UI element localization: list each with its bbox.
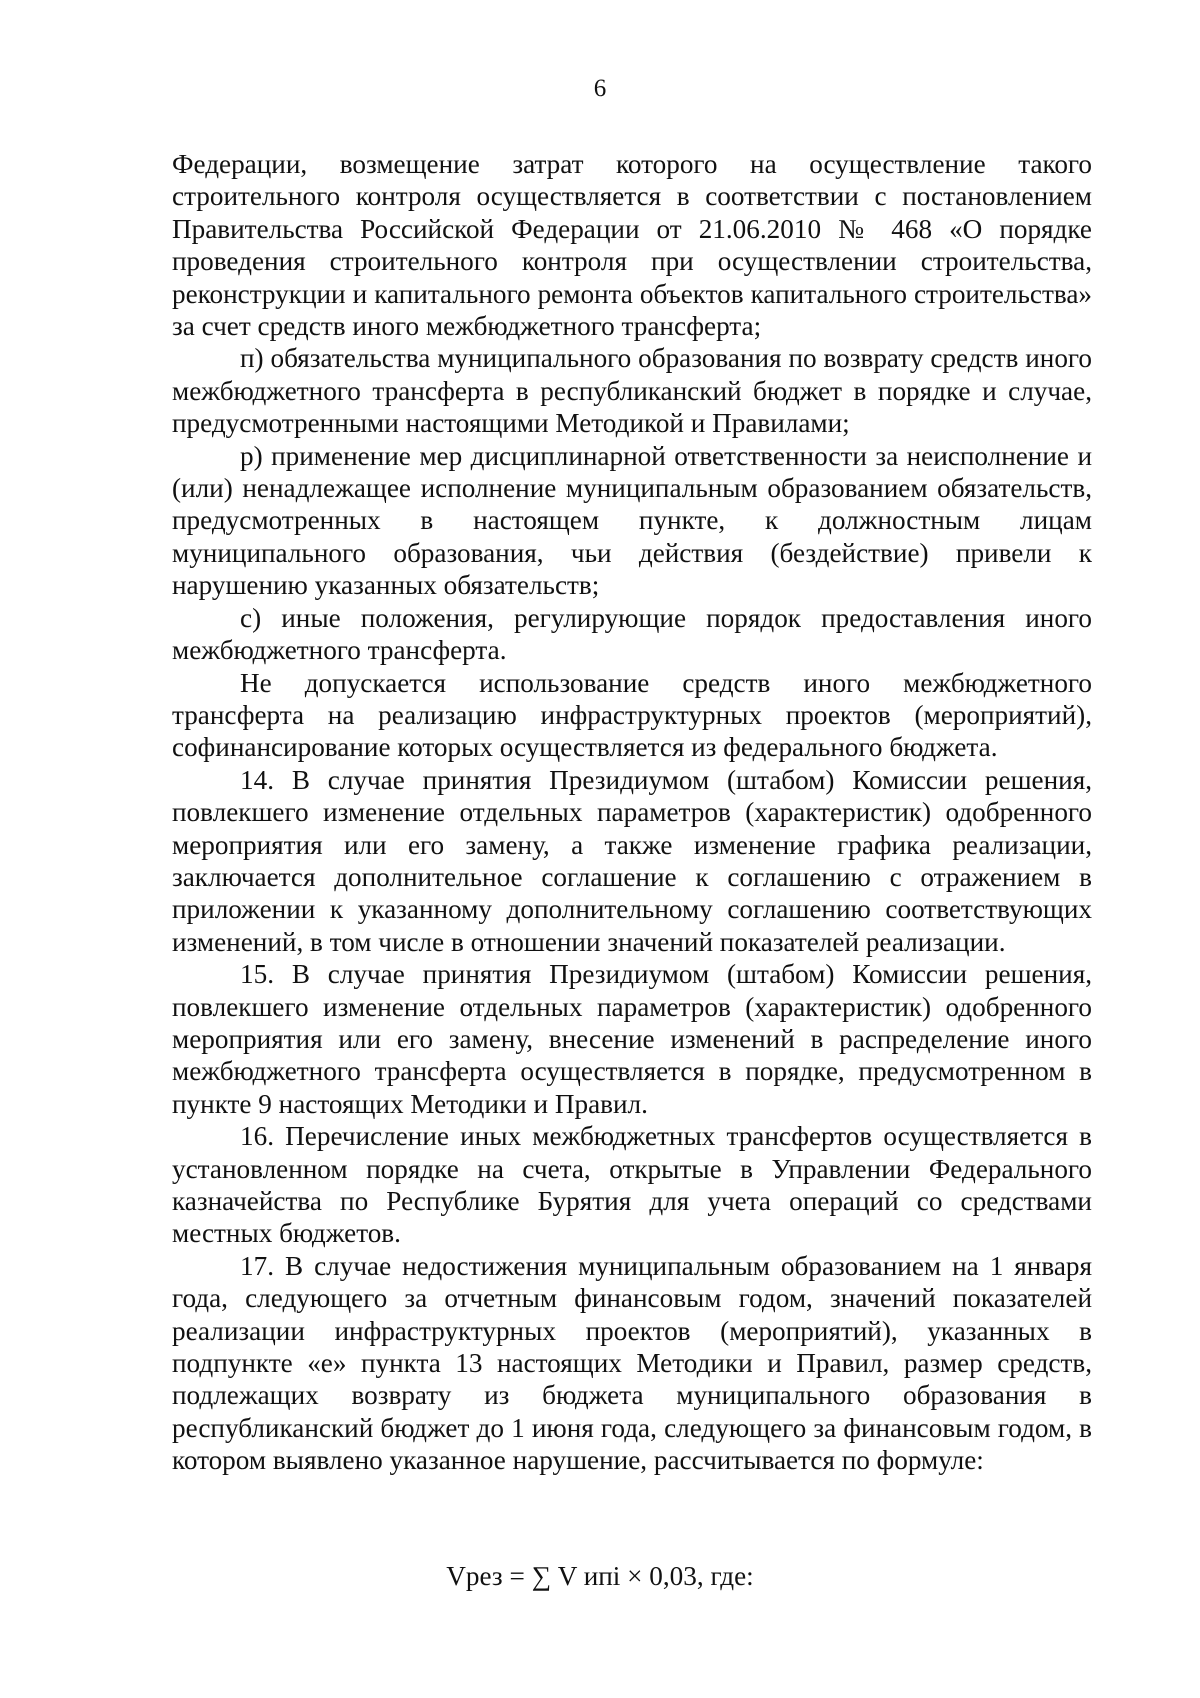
paragraph-continuation: Федерации, возмещение затрат которого на осуществление такого строительного контроля осуществляется в соответствии с постановлением Правительства Российской Федерации от 21.06.2010 № 468 «О порядке проведения строительного контроля при осуществлении строительства, реконструкции и капитального ремонта объектов капитального строительства» за счет средств иного межбюджетного трансферта;: [172, 149, 1092, 342]
document-body: [172, 148, 1092, 1477]
paragraph-clause-15: 15. В случае принятия Президиумом (штабом) Комиссии решения, повлекшего изменение отдельных параметров (характеристик) одобренного мероприятия или его замену, внесение изменений в распределение иного межбюджетного трансферта осуществляется в порядке, предусмотренном в пункте 9 настоящих Методики и Правил.: [172, 959, 1092, 1119]
page-number: 6: [593, 75, 607, 102]
paragraph-clause-17: 17. В случае недостижения муниципальным образованием на 1 января года, следующего за отчетным финансовым годом, значений показателей реализации инфраструктурных проектов (мероприятий), указанных в подпункте «е» пункта 13 настоящих Методики и Правил, размер средств, подлежащих возврату из бюджета муниципального образования в республиканский бюджет до 1 июня года, следующего за финансовым годом, в котором выявлено указанное нарушение, рассчитывается по формуле:: [172, 1250, 1092, 1476]
paragraph-item-s: с) иные положения, регулирующие порядок предоставления иного межбюджетного трансферта.: [172, 602, 1092, 666]
formula: Vрез = ∑ V ипi × 0,03, где:: [446, 1561, 754, 1591]
paragraph-restriction: Не допускается использование средств иного межбюджетного трансферта на реализацию инфраструктурных проектов (мероприятий), софинансирование которых осуществляется из федерального бюджета.: [172, 667, 1092, 763]
paragraph-clause-16: 16. Перечисление иных межбюджетных трансфертов осуществляется в установленном порядке на счета, открытые в Управлении Федерального казначейства по Республике Бурятия для учета операций со средствами местных бюджетов.: [172, 1121, 1092, 1249]
paragraph-item-p: п) обязательства муниципального образования по возврату средств иного межбюджетного трансферта в республиканский бюджет в порядке и случае, предусмотренными настоящими Методикой и Правилами;: [172, 343, 1092, 439]
paragraph-item-r: р) применение мер дисциплинарной ответственности за неисполнение и (или) ненадлежащее исполнение муниципальным образованием обязательств, предусмотренных в настоящем пункте, к должностным лицам муниципального образования, чьи действия (бездействие) привели к нарушению указанных обязательств;: [172, 440, 1092, 601]
paragraph-clause-14: 14. В случае принятия Президиумом (штабом) Комиссии решения, повлекшего изменение отдельных параметров (характеристик) одобренного мероприятия или его замену, а также изменение графика реализации, заключается дополнительное соглашение к соглашению с отражением в приложении к указанному дополнительному соглашению соответствующих изменений, в том числе в отношении значений показателей реализации.: [172, 764, 1092, 957]
